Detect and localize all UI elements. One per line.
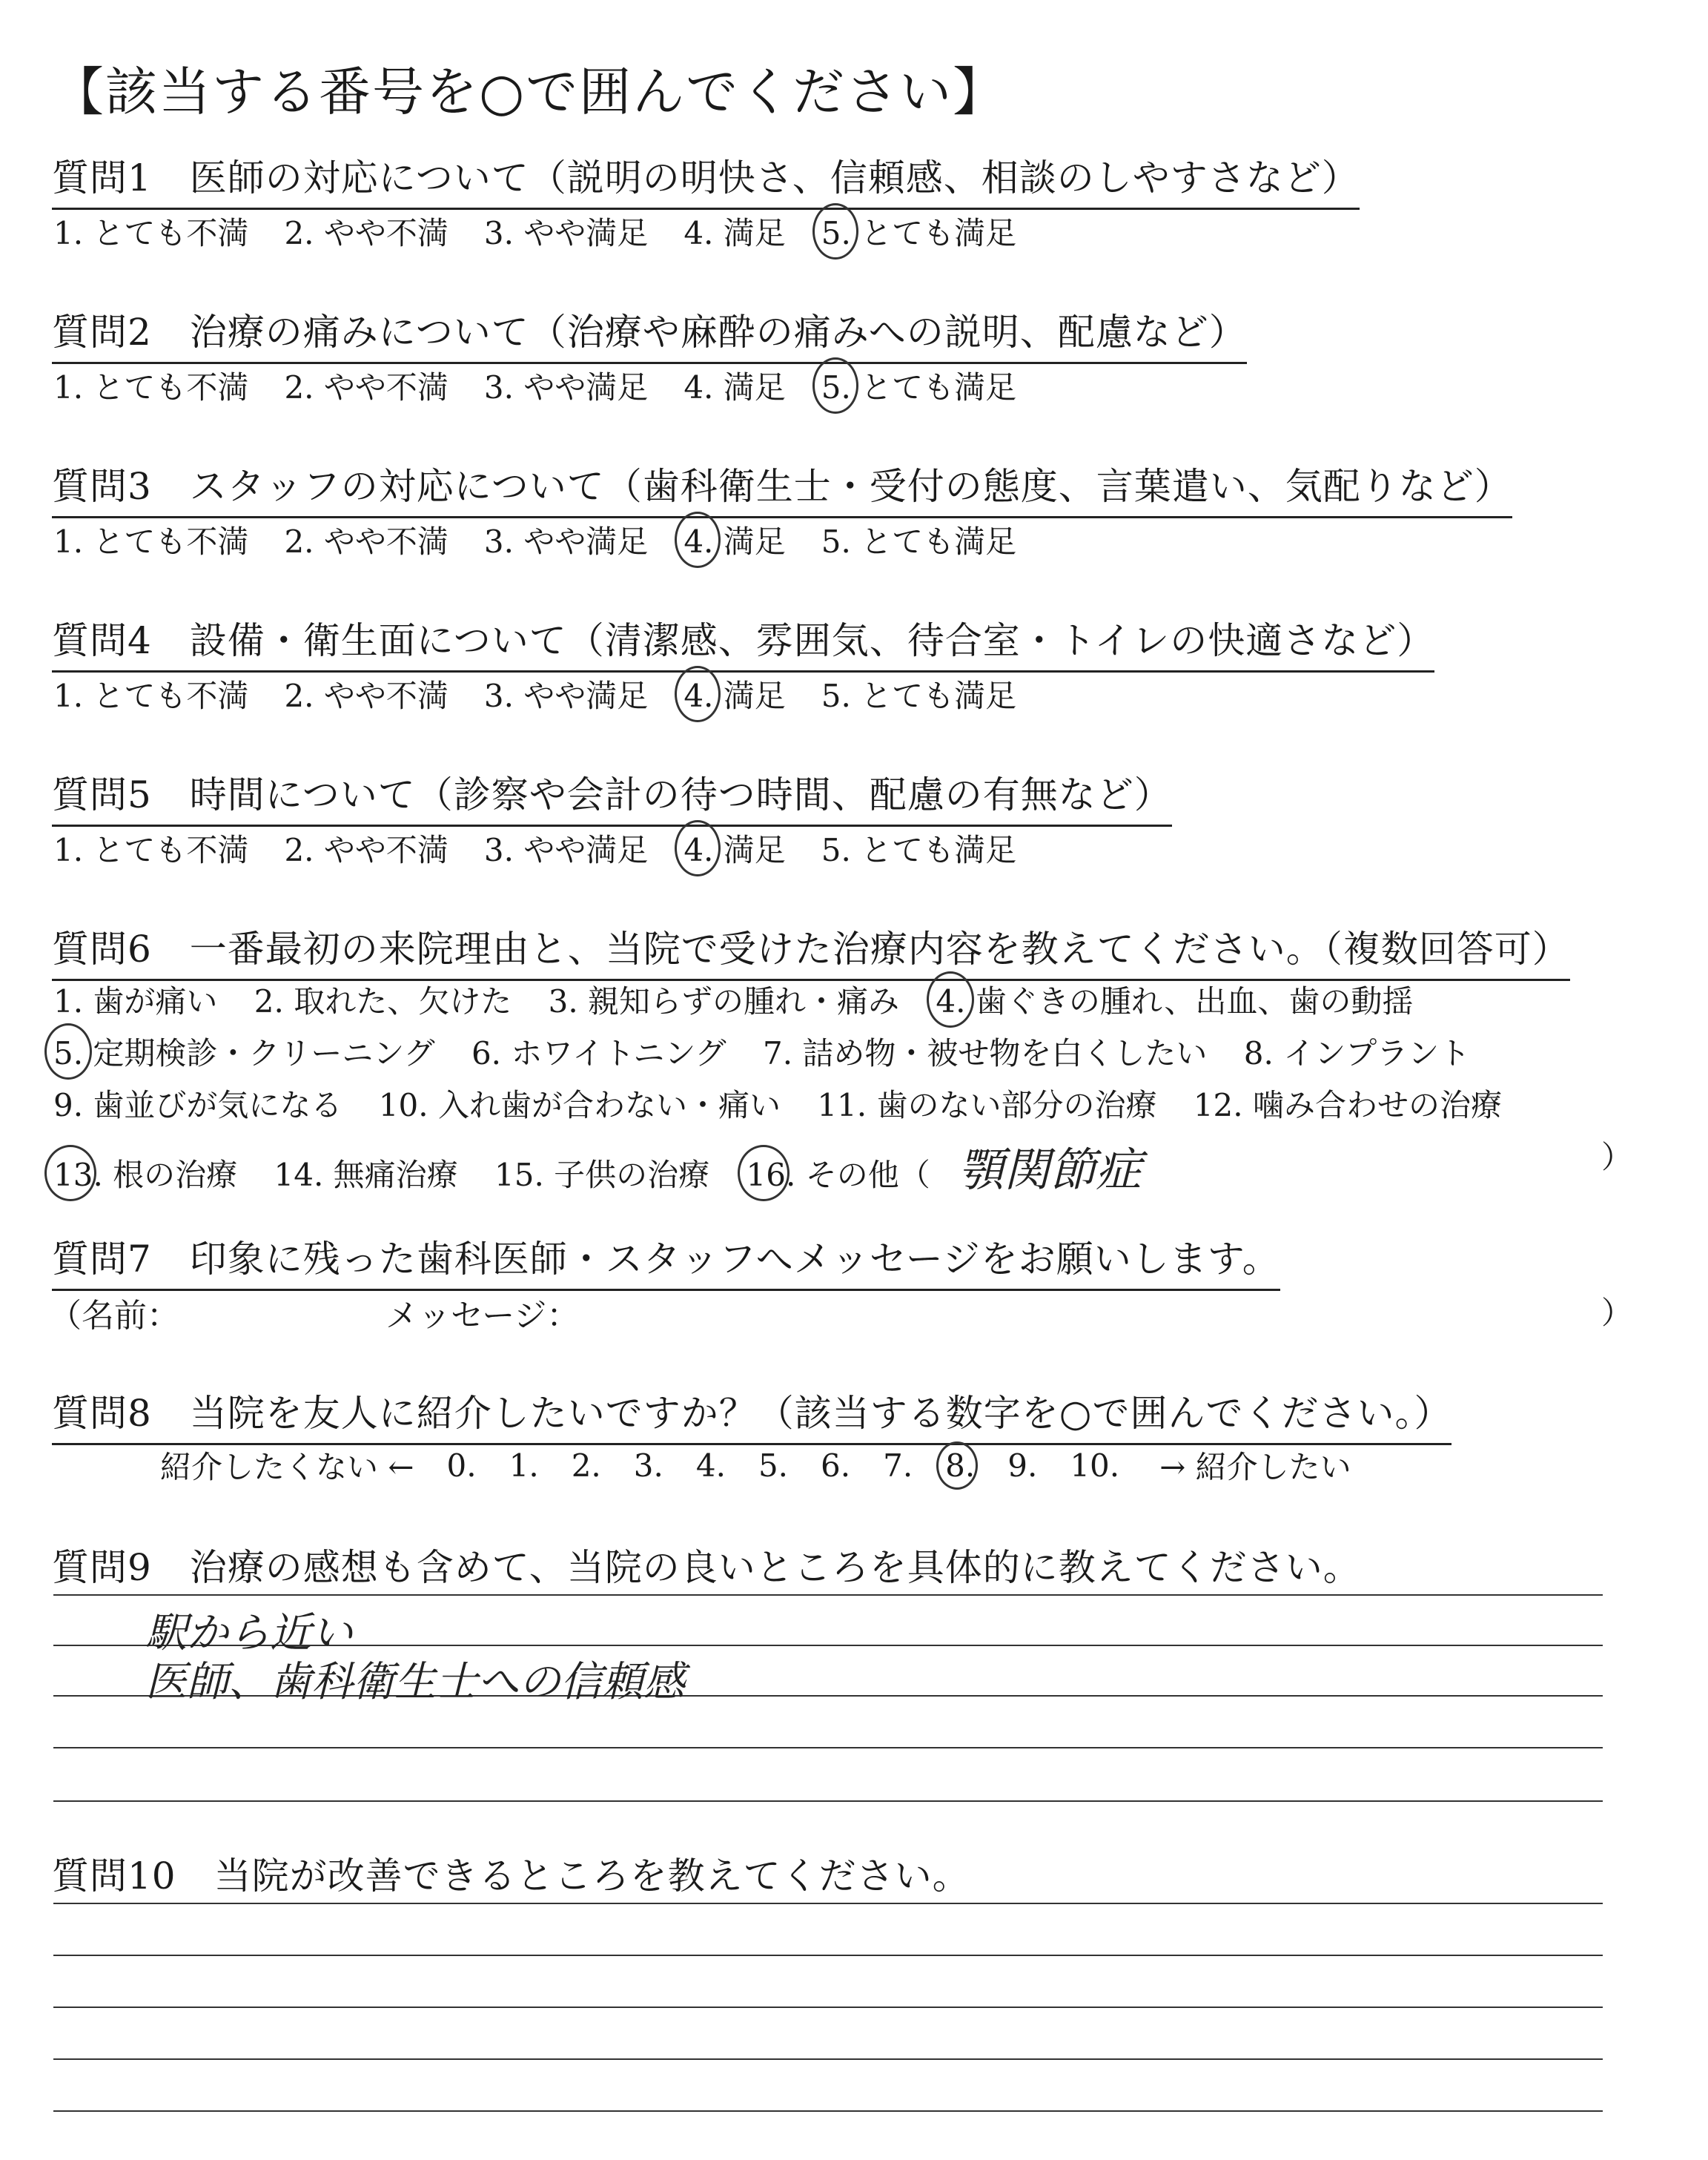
q8-scale-9: 9. xyxy=(1007,1447,1038,1484)
q1-option-1: 1. とても不満 xyxy=(53,215,249,251)
q7-close-paren: ） xyxy=(1601,1295,1633,1331)
circle-mark xyxy=(812,203,858,260)
q8-left-label: 紹介したくない ← xyxy=(160,1449,414,1485)
q4-option-4: 4. 満足 xyxy=(683,672,785,716)
circle-mark xyxy=(927,971,974,1028)
q9-answer-line-4 xyxy=(53,1747,1603,1748)
q2-option-4: 4. 満足 xyxy=(683,369,786,406)
q6-option-3: 3. 親知らずの腫れ・痛み xyxy=(548,983,900,1020)
q9-title: 質問9 治療の感想も含めて、当院の良いところを具体的に教えてください。 xyxy=(52,1546,1361,1589)
q8-scale-0: 0. xyxy=(446,1447,477,1484)
circle-mark xyxy=(738,1145,790,1201)
q6-option-1: 1. 歯が痛い xyxy=(53,983,218,1020)
circle-mark xyxy=(812,357,858,414)
q10-title: 質問10 当院が改善できるところを教えてください。 xyxy=(52,1855,970,1898)
q6-row-4 xyxy=(53,1133,1142,1199)
q3-option-1: 1. とても不満 xyxy=(53,524,249,560)
q6-row-1 xyxy=(53,977,1413,1022)
q6-other-handwritten: 顎関節症 xyxy=(958,1143,1142,1197)
q1-title: 質問1 医師の対応について（説明の明快さ、信頼感、相談のしやすさなど） xyxy=(52,148,1360,210)
q9-answer-line-5 xyxy=(53,1800,1603,1802)
q3-title: 質問3 スタッフの対応について（歯科衛生士・受付の態度、言葉遣い、気配りなど） xyxy=(52,457,1512,518)
q2-option-1: 1. とても不満 xyxy=(53,369,249,406)
q8-right-label: → 紹介したい xyxy=(1159,1449,1351,1485)
q8-scale-2: 2. xyxy=(571,1447,601,1484)
q5-option-2: 2. やや不満 xyxy=(284,832,448,868)
circle-mark xyxy=(44,1145,96,1201)
q6-row-3 xyxy=(53,1081,1502,1126)
q8-scale-1: 1. xyxy=(509,1447,539,1484)
form-header: 【該当する番号を○で囲んでください】 xyxy=(52,62,1007,122)
q8-scale-8: 8. xyxy=(945,1447,975,1484)
q4-options xyxy=(53,672,1052,716)
q6-option-15: 15. 子供の治療 xyxy=(494,1157,710,1193)
q2-option-3: 3. やや満足 xyxy=(483,369,649,406)
q2-option-5: 5. とても満足 xyxy=(821,363,1016,408)
q6-option-6: 6. ホワイトニング xyxy=(471,1035,726,1071)
q10-answer-line-2 xyxy=(53,1955,1603,1956)
q6-close-paren: ） xyxy=(1601,1139,1633,1175)
q5-option-3: 3. やや満足 xyxy=(483,832,649,868)
q2-options xyxy=(53,363,1052,408)
q7-title: 質問7 印象に残った歯科医師・スタッフへメッセージをお願いします。 xyxy=(52,1229,1280,1291)
q3-option-5: 5. とても満足 xyxy=(821,524,1017,560)
q4-title: 質問4 設備・衛生面について（清潔感、雰囲気、待合室・トイレの快適さなど） xyxy=(52,611,1434,673)
q6-option-9: 9. 歯並びが気になる xyxy=(53,1087,342,1123)
q6-row-2 xyxy=(53,1029,1470,1074)
q9-answer-2-handwritten: 医師、歯科衛生士への信頼感 xyxy=(145,1658,685,1706)
q10-answer-line-4 xyxy=(53,2058,1603,2060)
q6-option-11: 11. 歯のない部分の治療 xyxy=(817,1087,1157,1123)
q8-scale-4: 4. xyxy=(695,1447,726,1484)
q8-scale-6: 6. xyxy=(821,1447,851,1484)
q1-option-5: 5. とても満足 xyxy=(821,209,1016,254)
q6-option-13: 13. 根の治療 xyxy=(53,1151,237,1195)
q1-option-3: 3. やや満足 xyxy=(483,215,649,251)
circle-mark xyxy=(675,666,721,722)
q5-option-5: 5. とても満足 xyxy=(821,832,1017,868)
q1-option-2: 2. やや不満 xyxy=(284,215,448,251)
q4-option-3: 3. やや満足 xyxy=(483,678,649,714)
q1-option-4: 4. 満足 xyxy=(683,215,786,251)
q7-message-label: メッセージ： xyxy=(385,1297,580,1335)
q5-options xyxy=(53,826,1052,871)
q3-option-4: 4. 満足 xyxy=(683,518,785,562)
q6-option-2: 2. 取れた、欠けた xyxy=(254,983,512,1020)
q8-scale-row xyxy=(160,1443,1351,1487)
q2-option-2: 2. やや不満 xyxy=(284,369,448,406)
q4-option-1: 1. とても不満 xyxy=(53,678,249,714)
q6-option-10: 10. 入れ歯が合わない・痛い xyxy=(378,1087,781,1123)
q3-option-3: 3. やや満足 xyxy=(483,524,649,560)
circle-mark xyxy=(675,820,721,876)
q3-option-2: 2. やや不満 xyxy=(284,524,448,560)
q10-answer-line-1 xyxy=(53,1903,1603,1904)
q6-option-12: 12. 噛み合わせの治療 xyxy=(1193,1087,1502,1123)
q8-scale-3: 3. xyxy=(633,1447,663,1484)
q4-option-2: 2. やや不満 xyxy=(284,678,448,714)
q8-scale xyxy=(447,1447,1153,1484)
q5-option-1: 1. とても不満 xyxy=(53,832,249,868)
q6-option-8: 8. インプラント xyxy=(1243,1035,1471,1071)
q8-title: 質問8 当院を友人に紹介したいですか？（該当する数字を○で囲んでください。） xyxy=(52,1384,1452,1445)
q5-option-4: 4. 満足 xyxy=(683,826,785,871)
q5-title: 質問5 時間について（診察や会計の待つ時間、配慮の有無など） xyxy=(52,765,1172,827)
q9-answer-line-1 xyxy=(53,1594,1603,1596)
q3-options xyxy=(53,518,1052,562)
q8-scale-5: 5. xyxy=(758,1447,789,1484)
q6-option-4: 4. 歯ぐきの腫れ、出血、歯の動揺 xyxy=(936,977,1413,1022)
q8-scale-10: 10. xyxy=(1070,1447,1120,1484)
circle-mark xyxy=(675,512,721,568)
q6-option-14: 14. 無痛治療 xyxy=(274,1157,458,1193)
q8-scale-7: 7. xyxy=(883,1447,913,1484)
q2-title: 質問2 治療の痛みについて（治療や麻酔の痛みへの説明、配慮など） xyxy=(52,303,1247,364)
circle-mark xyxy=(936,1441,978,1490)
q6-option-7: 7. 詰め物・被せ物を白くしたい xyxy=(762,1035,1208,1071)
q10-answer-line-5 xyxy=(53,2110,1603,2112)
q6-option-5: 5. 定期検診・クリーニング xyxy=(53,1029,435,1074)
q9-answer-1-handwritten: 駅から近い xyxy=(145,1609,353,1657)
q1-options xyxy=(53,209,1052,254)
q6-title: 質問6 一番最初の来院理由と、当院で受けた治療内容を教えてください。（複数回答可） xyxy=(52,919,1570,981)
q10-answer-line-3 xyxy=(53,2007,1603,2008)
q7-name-label: （名前： xyxy=(49,1297,179,1335)
q4-option-5: 5. とても満足 xyxy=(821,678,1017,714)
q6-option-16: 16. その他（ xyxy=(747,1151,930,1195)
circle-mark xyxy=(44,1023,92,1080)
